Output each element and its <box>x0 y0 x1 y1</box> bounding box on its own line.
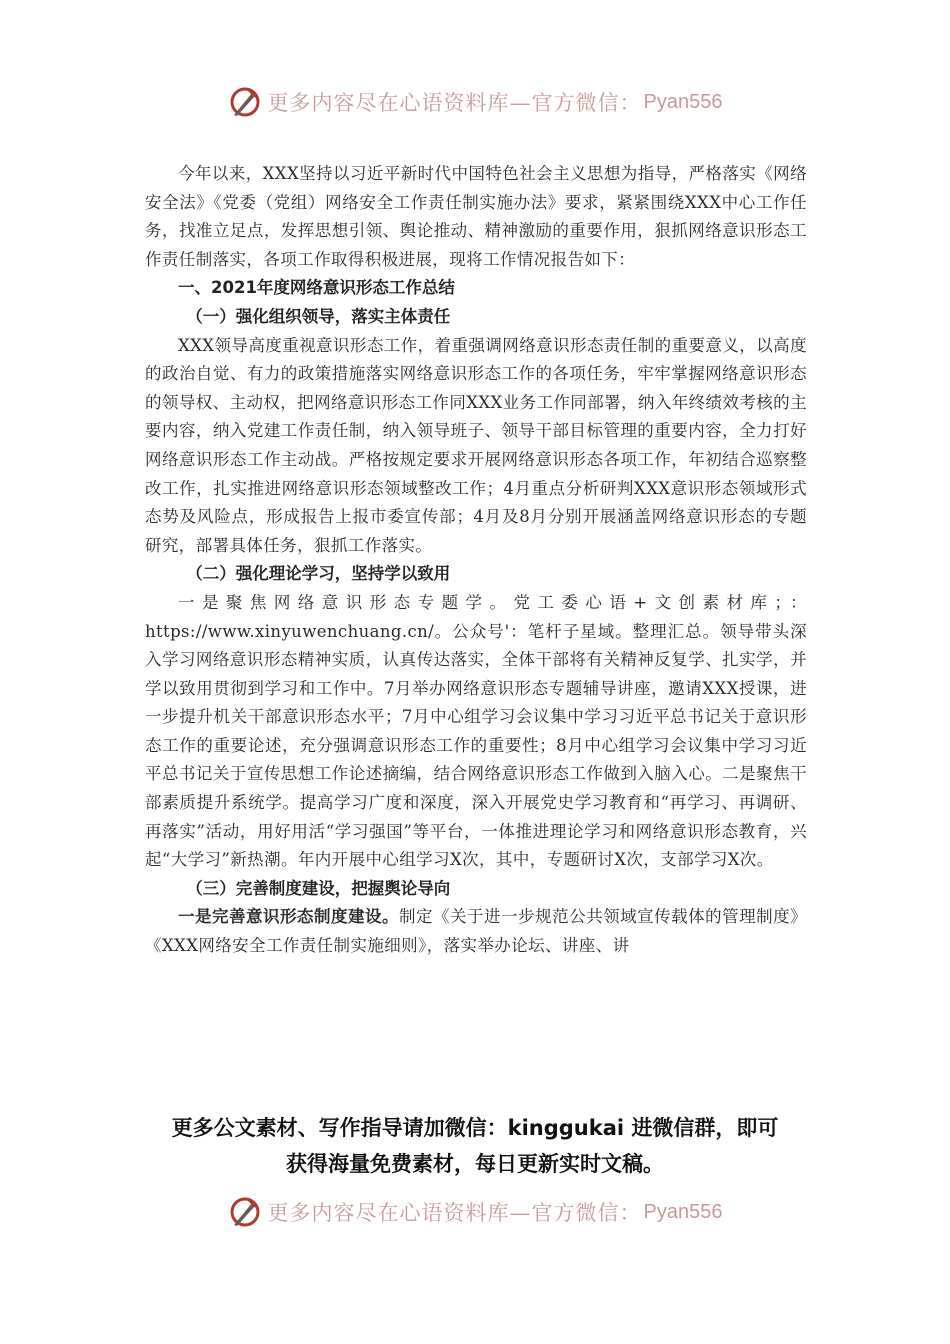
subsection-heading-3: （三）完善制度建设，把握舆论导向 <box>186 878 451 898</box>
subsection-heading-1: （一）强化组织领导，落实主体责任 <box>186 306 451 326</box>
watermark-wechat-id: Pyan556 <box>643 1200 723 1223</box>
subsection-heading-2: （二）强化理论学习，坚持学以致用 <box>186 564 451 584</box>
document-body <box>145 160 807 961</box>
promo-line-1: 更多公文素材、写作指导请加微信：kinggukai 进微信群，即可 <box>171 1116 779 1140</box>
quill-logo-icon <box>228 85 262 119</box>
promo-notice <box>0 1110 950 1182</box>
subsection-body-1: XXX领导高度重视意识形态工作，着重强调网络意识形态责任制的重要意义，以高度的政治自觉、有力的政策措施落实网络意识形态工作的各项任务，牢牢掌握网络意识形态的领导权、主动权，把网络意识形态工作同XXX业务工作同部署，纳入年终绩效考核的主要内容，纳入党建工作责任制，纳入领导班子、领导干部目标管理的重要内容，全力打好网络意识形态工作主动战。严格按规定要求开展网络意识形态各项工作，年初结合巡察整改工作，扎实推进网络意识形态领域整改工作；4月重点分析研判XXX意识形态领域形式态势及风险点，形成报告上报市委宣传部；4月及8月分别开展涵盖网络意识形态的专题研究，部署具体任务，狠抓工作落实。 <box>145 335 807 555</box>
subsection-text-3: 制定《关于进一步规范公共领域宣传载体的管理制度》《XXX网络安全工作责任制实施细则》，落实举办论坛、讲座、讲 <box>145 907 808 956</box>
watermark-banner-top <box>0 82 950 122</box>
watermark-text: 更多内容尽在心语资料库—官方微信： <box>267 1201 642 1225</box>
quill-logo-icon <box>228 1195 262 1229</box>
subsection-body-2: 一是聚焦网络意识形态专题学。党工委心语+文创素材库；：https://www.xinyuwenchuang.cn/。公众号'：笔杆子星域。整理汇总。领导带头深入学习网络意识形态精神实质，认真传达落实，全体干部将有关精神反复学、扎实学，并学以致用贯彻到学习和工作中。7月举办网络意识形态专题辅导讲座，邀请XXX授课，进一步提升机关干部意识形态水平；7月中心组学习会议集中学习习近平总书记关于意识形态工作的重要论述，充分强调意识形态工作的重要性；8月中心组学习会议集中学习习近平总书记关于宣传思想工作论述摘编，结合网络意识形态工作做到入脑入心。二是聚焦干部素质提升系统学。提高学习广度和深度，深入开展党史学习教育和“再学习、再调研、再落实”活动，用好用活“学习强国”等平台，一体推进理论学习和网络意识形态教育，兴起“大学习”新热潮。年内开展中心组学习X次，其中，专题研讨X次，支部学习X次。 <box>145 592 807 870</box>
subsection-lead-3: 一是完善意识形态制度建设。 <box>178 907 400 927</box>
watermark-text: 更多内容尽在心语资料库—官方微信： <box>267 91 642 115</box>
subsection-body-3 <box>145 903 807 960</box>
intro-paragraph: 今年以来，XXX坚持以习近平新时代中国特色社会主义思想为指导，严格落实《网络安全法》《党委（党组）网络安全工作责任制实施办法》要求，紧紧围绕XXX中心工作任务，找准立足点，发挥思想引领、舆论推动、精神激励的重要作用，狠抓网络意识形态工作责任制落实，各项工作取得积极进展，现将工作情况报告如下： <box>145 164 807 269</box>
promo-line-2: 获得海量免费素材，每日更新实时文稿。 <box>286 1152 664 1176</box>
watermark-wechat-id: Pyan556 <box>643 90 723 113</box>
watermark-banner-bottom <box>0 1192 950 1232</box>
section-heading-1: 一、2021年度网络意识形态工作总结 <box>178 278 455 298</box>
